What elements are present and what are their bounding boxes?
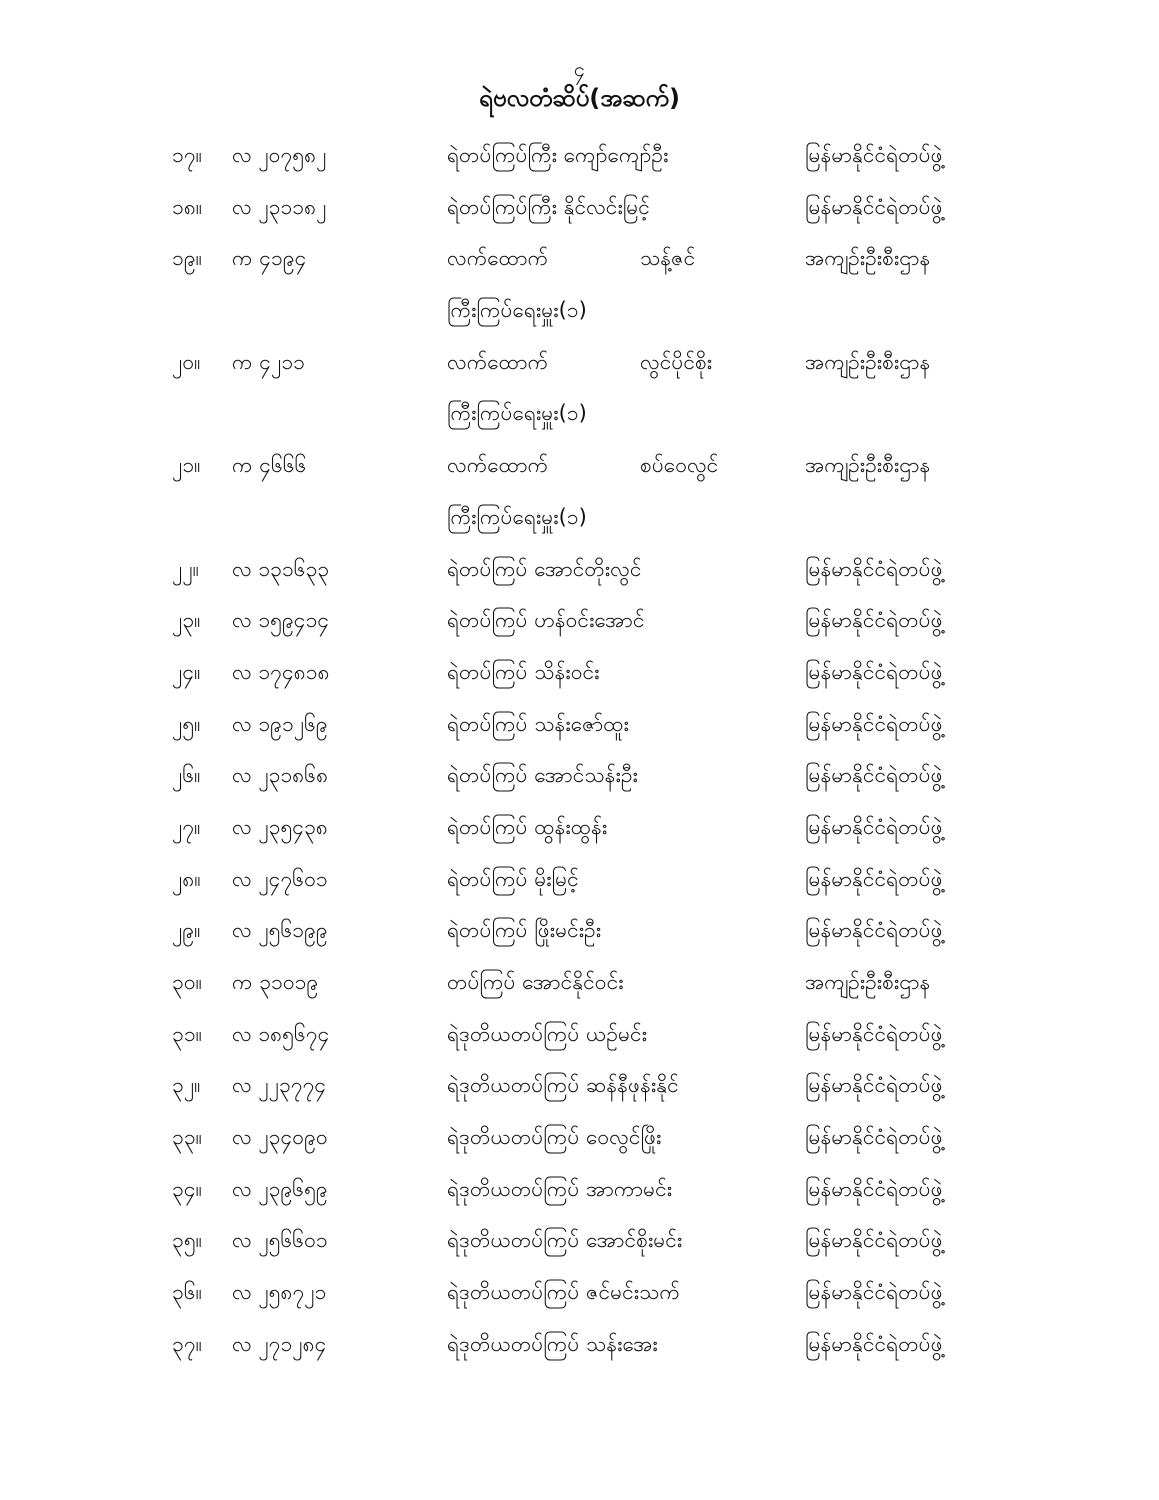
service-id: လ ၂၇၁၂၈၄ xyxy=(232,1331,327,1356)
entry-number: ၃၂။ xyxy=(172,1073,201,1098)
rank-name: ရဲတပ်ကြပ် ဖြိုးမင်းဦး xyxy=(447,918,602,943)
rank-name: ရဲတပ်ကြပ် မိုးမြင့် xyxy=(447,866,579,891)
entry-line-continued xyxy=(0,285,1159,337)
entry-number: ၁၈။ xyxy=(172,194,203,219)
rank-name: ရဲတပ်ကြပ် ဟန်ဝင်းအောင် xyxy=(447,608,645,633)
rank-name: ရဲတပ်ကြပ် ထွန်းထွန်း xyxy=(447,814,608,839)
service-id: လ ၁၉၁၂၆၉ xyxy=(232,711,328,736)
list-item xyxy=(0,647,1159,699)
entry-line xyxy=(0,750,1159,802)
service-id: လ ၂၂၃၇၇၄ xyxy=(232,1073,327,1098)
list-item xyxy=(0,905,1159,957)
entry-line xyxy=(0,1112,1159,1164)
service-id: က ၄၆၆၆ xyxy=(232,453,307,478)
rank-name: ရဲဒုတိယတပ်ကြပ် သန်းအေး xyxy=(447,1331,658,1356)
entry-line xyxy=(0,595,1159,647)
service-id: လ ၂၃၅၄၃၈ xyxy=(232,814,328,839)
department: မြန်မာနိုင်ငံရဲတပ်ဖွဲ့ xyxy=(805,866,943,891)
entry-number: ၂၄။ xyxy=(172,659,201,684)
entry-line xyxy=(0,1215,1159,1267)
entry-number: ၃၁။ xyxy=(172,1021,202,1046)
rank-name: ရဲဒုတိယတပ်ကြပ် ယဉ်မင်း xyxy=(447,1021,648,1046)
entry-number: ၂၀။ xyxy=(172,349,201,374)
department: မြန်မာနိုင်ငံရဲတပ်ဖွဲ့ xyxy=(805,1228,943,1253)
service-id: လ ၂၃၁၁၈၂ xyxy=(232,194,327,219)
entry-number: ၂၇။ xyxy=(172,814,201,839)
rank-continued: ကြီးကြပ်ရေးမှူး(၁) xyxy=(447,504,587,529)
rank-name: လက်ထောက် xyxy=(447,246,549,271)
service-id: လ ၁၃၁၆၃၃ xyxy=(232,556,330,581)
list-item xyxy=(0,182,1159,234)
list-item xyxy=(0,233,1159,336)
list-item xyxy=(0,595,1159,647)
service-id: လ ၁၇၄၈၁၈ xyxy=(232,659,330,684)
department: မြန်မာနိုင်ငံရဲတပ်ဖွဲ့ xyxy=(805,1125,943,1150)
list-item xyxy=(0,337,1159,440)
entry-line xyxy=(0,1267,1159,1319)
list-item xyxy=(0,1215,1159,1267)
rank-name: တပ်ကြပ် အောင်နိုင်ဝင်း xyxy=(447,970,624,994)
department: အကျဉ်းဦးစီးဌာန xyxy=(805,349,931,374)
entry-line-continued xyxy=(0,492,1159,544)
list-item xyxy=(0,802,1159,854)
entry-number: ၂၂။ xyxy=(172,556,199,581)
entry-line xyxy=(0,905,1159,957)
entry-line xyxy=(0,337,1159,389)
rank-name: ရဲတပ်ကြပ် သန်းဇော်ထူး xyxy=(447,711,629,736)
entry-line xyxy=(0,957,1159,1009)
list-item xyxy=(0,854,1159,906)
entry-number: ၃၀။ xyxy=(172,970,202,994)
rank-continued: ကြီးကြပ်ရေးမှူး(၁) xyxy=(447,298,587,323)
rank-name: ရဲတပ်ကြပ် အောင်သန်းဦး xyxy=(447,763,638,788)
department: မြန်မာနိုင်ငံရဲတပ်ဖွဲ့ xyxy=(805,1176,943,1201)
rank-name: ရဲဒုတိယတပ်ကြပ် အာကာမင်း xyxy=(447,1176,673,1201)
rank-name: လက်ထောက် xyxy=(447,349,549,374)
entry-line xyxy=(0,440,1159,492)
entry-line xyxy=(0,1009,1159,1061)
service-id: လ ၂၃၉၆၅၉ xyxy=(232,1176,328,1201)
entry-line xyxy=(0,182,1159,234)
service-id: က ၄၁၉၄ xyxy=(232,246,307,271)
entry-number: ၂၁။ xyxy=(172,453,201,478)
entry-line xyxy=(0,544,1159,596)
entry-number: ၃၅။ xyxy=(172,1228,202,1253)
service-id: လ ၁၈၅၆၇၄ xyxy=(232,1021,330,1046)
service-id: က ၃၁၀၁၉ xyxy=(232,970,319,994)
list-item xyxy=(0,1267,1159,1319)
entry-line xyxy=(0,802,1159,854)
service-id: လ ၁၅၉၄၁၄ xyxy=(232,608,330,633)
department: မြန်မာနိုင်ငံရဲတပ်ဖွဲ့ xyxy=(805,1331,943,1356)
list-item xyxy=(0,957,1159,1009)
service-id: လ ၂၃၁၈၆၈ xyxy=(232,763,329,788)
entry-line xyxy=(0,647,1159,699)
entry-line xyxy=(0,854,1159,906)
rank-name: ရဲဒုတိယတပ်ကြပ် ဆန်နီဖုန်းနိုင် xyxy=(447,1073,679,1098)
entry-number: ၂၆။ xyxy=(172,763,201,788)
department: မြန်မာနိုင်ငံရဲတပ်ဖွဲ့ xyxy=(805,763,943,788)
department: မြန်မာနိုင်ငံရဲတပ်ဖွဲ့ xyxy=(805,814,943,839)
list-item xyxy=(0,1060,1159,1112)
entry-number: ၂၈။ xyxy=(172,866,201,891)
entry-number: ၃၃။ xyxy=(172,1125,202,1150)
person-name: စပ်ဝေလွင် xyxy=(640,453,719,478)
page-number: ၄ xyxy=(573,57,586,81)
department: မြန်မာနိုင်ငံရဲတပ်ဖွဲ့ xyxy=(805,556,943,581)
service-id: လ ၂၅၆၆၀၁ xyxy=(232,1228,328,1253)
rank-name: ရဲတပ်ကြပ်ကြီး နိုင်လင်းမြင့် xyxy=(447,194,650,219)
award-list xyxy=(0,130,1159,1371)
rank-name: ရဲတပ်ကြပ် အောင်တိုးလွင် xyxy=(447,556,642,581)
rank-name: ရဲဒုတိယတပ်ကြပ် ဇင်မင်းသက် xyxy=(447,1280,680,1305)
service-id: လ ၂၅၈၇၂၁ xyxy=(232,1280,327,1305)
rank-name: ရဲဒုတိယတပ်ကြပ် အောင်စိုးမင်း xyxy=(447,1228,683,1253)
entry-line xyxy=(0,233,1159,285)
department: အကျဉ်းဦးစီးဌာန xyxy=(805,970,931,994)
list-item xyxy=(0,750,1159,802)
department: မြန်မာနိုင်ငံရဲတပ်ဖွဲ့ xyxy=(805,711,943,736)
entry-line xyxy=(0,699,1159,751)
entry-line xyxy=(0,1060,1159,1112)
page-title: ရဲဗလတံဆိပ်(အဆက်) xyxy=(479,84,680,112)
department: မြန်မာနိုင်ငံရဲတပ်ဖွဲ့ xyxy=(805,194,943,219)
rank-continued: ကြီးကြပ်ရေးမှူး(၁) xyxy=(447,401,587,426)
entry-line-continued xyxy=(0,388,1159,440)
department: မြန်မာနိုင်ငံရဲတပ်ဖွဲ့ xyxy=(805,659,943,684)
rank-name: ရဲတပ်ကြပ် သိန်းဝင်း xyxy=(447,659,600,684)
department: မြန်မာနိုင်ငံရဲတပ်ဖွဲ့ xyxy=(805,1021,943,1046)
entry-line xyxy=(0,1319,1159,1371)
service-id: လ ၂၀၇၅၈၂ xyxy=(232,143,327,167)
rank-name: ရဲဒုတိယတပ်ကြပ် ဝေလွင်ဖြိုး xyxy=(447,1125,662,1150)
list-item xyxy=(0,1112,1159,1164)
department: မြန်မာနိုင်ငံရဲတပ်ဖွဲ့ xyxy=(805,918,943,943)
list-item xyxy=(0,130,1159,182)
person-name: သန့်ဇင် xyxy=(640,246,696,271)
service-id: က ၄၂၁၁ xyxy=(232,349,305,374)
entry-number: ၂၃။ xyxy=(172,608,201,633)
department: မြန်မာနိုင်ငံရဲတပ်ဖွဲ့ xyxy=(805,1073,943,1098)
list-item xyxy=(0,1009,1159,1061)
department: အကျဉ်းဦးစီးဌာန xyxy=(805,453,931,478)
list-item xyxy=(0,1319,1159,1371)
entry-number: ၃၆။ xyxy=(172,1280,202,1305)
entry-line xyxy=(0,130,1159,182)
list-item xyxy=(0,699,1159,751)
person-name: လွင်ပိုင်စိုး xyxy=(640,349,713,374)
entry-number: ၂၅။ xyxy=(172,711,201,736)
department: မြန်မာနိုင်ငံရဲတပ်ဖွဲ့ xyxy=(805,608,943,633)
list-item xyxy=(0,1164,1159,1216)
entry-line xyxy=(0,1164,1159,1216)
department: အကျဉ်းဦးစီးဌာန xyxy=(805,246,931,271)
entry-number: ၃၄။ xyxy=(172,1176,202,1201)
entry-number: ၂၉။ xyxy=(172,918,201,943)
list-item xyxy=(0,544,1159,596)
department: မြန်မာနိုင်ငံရဲတပ်ဖွဲ့ xyxy=(805,1280,943,1305)
service-id: လ ၂၃၄၀၉၀ xyxy=(232,1125,328,1150)
entry-number: ၁၉။ xyxy=(172,246,202,271)
rank-name: လက်ထောက် xyxy=(447,453,549,478)
service-id: လ ၂၄၇၆၀၁ xyxy=(232,866,328,891)
list-item xyxy=(0,440,1159,543)
department: မြန်မာနိုင်ငံရဲတပ်ဖွဲ့ xyxy=(805,143,943,167)
service-id: လ ၂၅၆၁၉၉ xyxy=(232,918,328,943)
rank-name: ရဲတပ်ကြပ်ကြီး ကျော်ကျော်ဦး xyxy=(447,143,669,167)
entry-number: ၃၇။ xyxy=(172,1331,202,1356)
entry-number: ၁၇။ xyxy=(172,143,202,167)
